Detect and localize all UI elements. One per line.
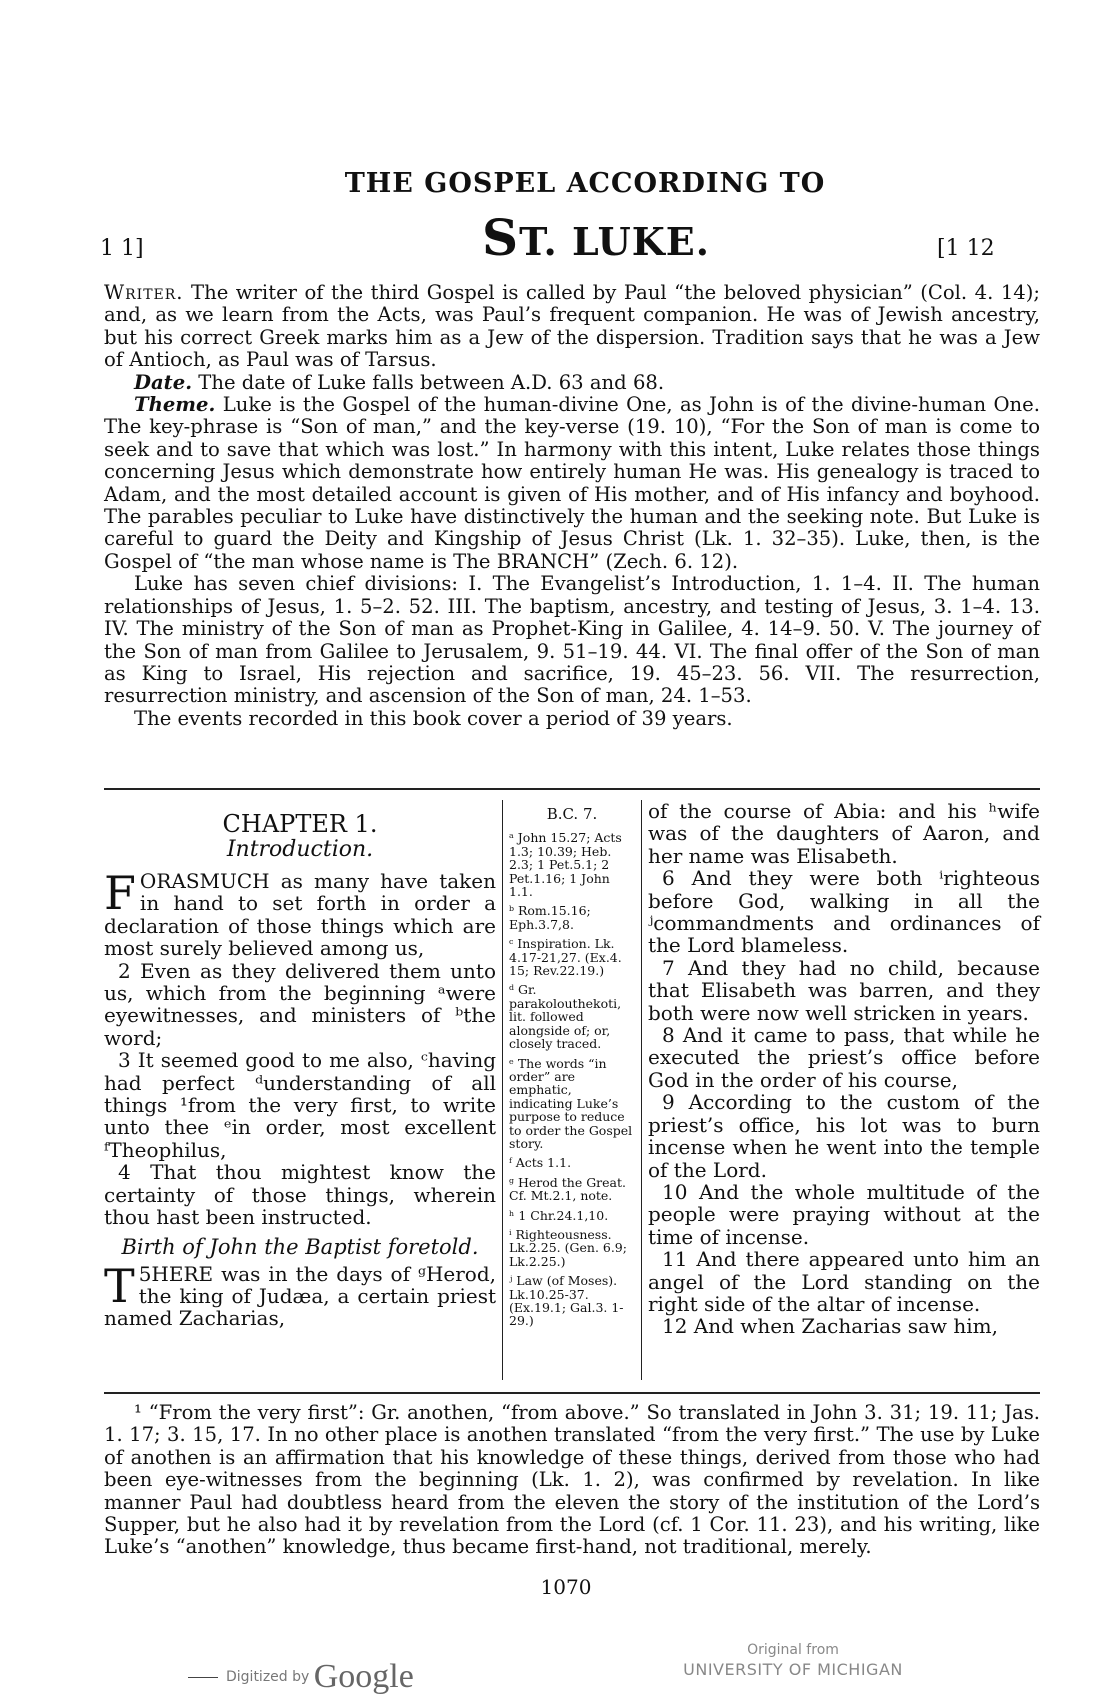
book-title-initial: S [482,208,520,267]
verse-9: 9 According to the custom of the priest’s office, his lot was to burn incense when he went into the temple of the Lord. [648,1090,1040,1182]
footnote-text: ¹ “From the very first”: Gr. anothen, “from above.” So translated in John 3. 31; 19. 11; Jas. 1. 17; 3. 15, 17. In no other place is anothen translated “from the very first.” The use by Luke of anothen is an affirmation that his knowledge of these things, derived from those who had been eye-witnesses from the beginning (Lk. 1. 2), was confirmed by revelation. In like manner Paul had doubtless heard from the eleven the story of the institution of the Lord’s Supper, but he also had it by revelation from the Lord (cf. 1 Cor. 11. 23), and his writing, like Luke’s “anothen” knowledge, thus became first-hand, not traditional, merely. [104,1401,1040,1559]
title-row [100,208,1050,270]
introduction [104,282,1040,730]
reference-note: ᵇ Rom.15.16; Eph.3.7,8. [509,903,591,932]
reference-right: [1 12 [937,236,995,261]
reference-note: ʲ Law (of Moses). Lk.10.25-37. (Ex.19.1; Gal.3. 1-29.) [509,1273,624,1329]
verse-5-text: HERE was in the days of ᵍHerod, the king of Judæa, a certain priest named Zacharias, [104,1261,496,1331]
text-column-left [104,800,496,1330]
chapter-subheading: Introduction. [226,837,374,862]
date-text: The date of Luke falls between A.D. 63 and 68. [192,370,665,394]
verse-12: 12 And when Zacharias saw him, [662,1314,998,1339]
original-source [668,1640,918,1680]
events-paragraph: The events recorded in this book cover a period of 39 years. [134,706,733,730]
footnote-divider [104,1392,1040,1394]
divisions-paragraph: Luke has seven chief divisions: I. The Evangelist’s Introduction, 1. 1–4. II. The human relationships of Jesus, 1. 5–2. 52. III. The baptism, ancestry, and testing of Jesus, 3. 1–4. 13. IV. The ministry of the Son of man as Prophet-King in Galilee, 4. 14–9. 50. V. The journey of the Son of man from Galilee to Jerusalem, 9. 51–19. 44. VI. The final offer of the Son of man as King to Israel, His rejection and sacrifice, 19. 45–23. 56. VII. The resurrection, resurrection ministry, and ascension of the Son of man, 24. 1–53. [104,572,1040,708]
reference-note: ᵈ Gr. parakolouthekoti, lit. followed alongside of; or, closely traced. [509,982,622,1052]
reference-note: ᶜ Inspiration. Lk. 4.17-21,27. (Ex.4. 15; Rev.22.19.) [509,936,622,979]
verse-2: 2 Even as they delivered them unto us, which from the beginning ᵃwere eyewitnesses, and ministers of ᵇthe word; [104,958,496,1050]
theme-label: Theme. [134,393,216,417]
verse-5-number: 5 [138,1261,152,1286]
digitized-by-label: Digitized by [226,1669,310,1685]
reference-note: ᵉ The words “in order” are emphatic, indicating Luke’s purpose to reduce to order the Gospel story. [509,1055,633,1151]
text-column-right [648,800,1040,1338]
verse-5-continued: of the course of Abia: and his ʰwife was of the daughters of Aaron, and her name was Elisabeth. [648,799,1040,868]
writer-paragraph [104,282,1040,372]
verse-4: 4 That thou mightest know the certainty of those things, wherein thou hast been instructed. [104,1160,496,1230]
reference-note: ᶠ Acts 1.1. [509,1155,572,1171]
verse-5 [104,1258,496,1331]
verse-1 [104,866,496,961]
theme-text: Luke is the Gospel of the human-divine One, as John is of the divine-human One. The key-phrase is “Son of man,” and the key-verse (19. 10), “For the Son of man is come to seek and to save that which was lost.” In harmony with this intent, Luke relates those things concerning Jesus which demonstrate how entirely human He was. His genealogy is traced to Adam, and the most detailed account is given of His mother, and of His infancy and boyhood. The parables peculiar to Luke have distinctively the human and the seeking note. But Luke is careful to guard the Deity and Kingship of Jesus Christ (Lk. 1. 32–35). Luke, then, is the Gospel of “the man whose name is The BRANCH” (Zech. 6. 12). [104,393,1040,573]
footnote [104,1402,1040,1559]
writer-text: The writer of the third Gospel is called by Paul “the beloved physician” (Col. 4. 14); and, as we learn from the Acts, was Paul’s frequent companion. He was of Jewish ancestry, but his correct Greek marks him as a Jew of the dispersion. Tradition says that he was a Jew of Antioch, as Paul was of Tarsus. [104,281,1040,372]
chapter-heading: CHAPTER 1. [222,810,378,838]
drop-cap-2: T [104,1258,135,1313]
date-label: Date. [134,370,193,394]
section-heading: Birth of John the Baptist foretold. [121,1234,479,1259]
verse-1-text: ORASMUCH as many have taken in hand to set forth in order a declaration of those things which are most surely believed among us, [104,869,496,961]
book-title-rest: T. LUKE. [519,219,710,264]
verse-11: 11 And there appeared unto him an angel of the Lord standing on the right side of the altar of incense. [648,1247,1040,1316]
page-number: 1070 [540,1575,592,1599]
watermark-rule [188,1677,218,1678]
reference-note: ᵍ Herod the Great. Cf. Mt.2.1, note. [509,1174,626,1204]
verse-10: 10 And the whole multitude of the people were praying without at the time of incense. [648,1179,1040,1249]
verse-7: 7 And they had no child, because that Elisabeth was barren, and they both were now well stricken in years. [648,955,1040,1025]
verse-3: 3 It seemed good to me also, ᶜhaving had perfect ᵈunderstanding of all things ¹from the very first, to write unto thee ᵉin order, most excellent ᶠTheophilus, [104,1048,496,1162]
reference-note: ᵃ John 15.27; Acts 1.3; 10.39; Heb. 2.3; 1 Pet.5.1; 2 Pet.1.16; 1 John 1.1. [509,830,622,900]
date-paragraph [104,372,1040,394]
gospel-heading: THE GOSPEL ACCORDING TO [344,168,826,199]
drop-cap: F [104,866,136,920]
book-title [482,208,710,267]
verse-6: 6 And they were both ⁱrighteous before God, walking in all the ʲcommandments and ordinances of the Lord blameless. [648,866,1040,958]
google-logo: Google [313,1658,414,1695]
reference-note: ⁱ Righteousness. Lk.2.25. (Gen. 6.9; Lk.2.25.) [509,1226,627,1269]
theme-paragraph [104,394,1040,573]
reference-left: 1 1] [100,236,144,261]
writer-label: Writer. [104,281,184,304]
university-label: UNIVERSITY OF MICHIGAN [683,1660,903,1679]
reference-column [502,800,642,1380]
verse-8: 8 And it came to pass, that while he executed the priest’s office before God in the order of his course, [648,1023,1040,1092]
reference-note: ʰ 1 Chr.24.1,10. [509,1207,609,1223]
date-marker: B.C. 7. [546,805,598,823]
section-divider [104,788,1040,790]
digitized-watermark [188,1658,414,1696]
original-from-label: Original from [747,1642,839,1658]
